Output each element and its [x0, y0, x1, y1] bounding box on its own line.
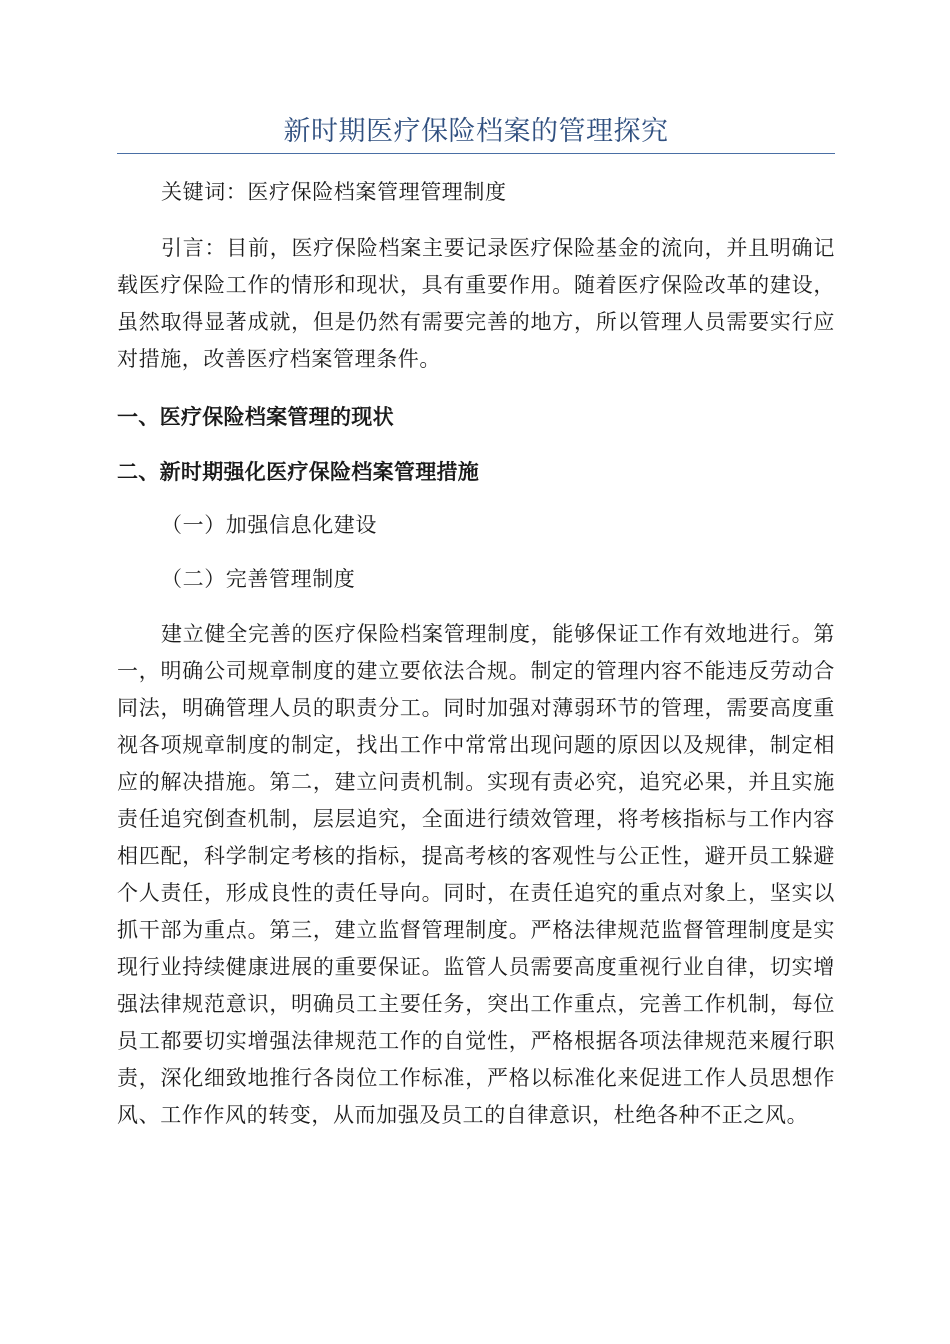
document-title: 新时期医疗保险档案的管理探究 — [283, 116, 669, 147]
keywords-line: 关键词：医疗保险档案管理管理制度 — [161, 180, 507, 204]
section-heading-2: 二、新时期强化医疗保险档案管理措施 — [117, 459, 480, 484]
title-underline — [117, 153, 835, 154]
subsection-heading-1: （一）加强信息化建设 — [161, 513, 377, 537]
subsection-heading-2: （二）完善管理制度 — [161, 567, 356, 591]
body-paragraph: 建立健全完善的医疗保险档案管理制度，能够保证工作有效地进行。第一，明确公司规章制度的建立要依法合规。制定的管理内容不能违反劳动合同法，明确管理人员的职责分工。同时加强对薄弱环节的管理，需要高度重视各项规章制度的制定，找出工作中常常出现问题的原因以及规律，制定相应的解决措施。第二，建立问责机制。实现有责必究，追究必果，并且实施责任追究倒查机制，层层追究，全面进行绩效管理，将考核指标与工作内容相匹配，科学制定考核的指标，提高考核的客观性与公正性，避开员工躲避个人责任，形成良性的责任导向。同时，在责任追究的重点对象上，坚实以抓干部为重点。第三，建立监督管理制度。严格法律规范监督管理制度是实现行业持续健康进展的重要保证。监管人员需要高度重视行业自律，切实增强法律规范意识，明确员工主要任务，突出工作重点，完善工作机制，每位员工都要切实增强法律规范工作的自觉性，严格根据各项法律规范来履行职责，深化细致地推行各岗位工作标准，严格以标准化来促进工作人员思想作风、工作作风的转变，从而加强及员工的自律意识，杜绝各种不正之风。 — [117, 622, 835, 1127]
section-heading-1: 一、医疗保险档案管理的现状 — [117, 404, 394, 429]
intro-paragraph: 引言：目前，医疗保险档案主要记录医疗保险基金的流向，并且明确记载医疗保险工作的情形和现状，具有重要作用。随着医疗保险改革的建设，虽然取得显著成就，但是仍然有需要完善的地方，所以管理人员需要实行应对措施，改善医疗档案管理条件。 — [117, 236, 835, 371]
